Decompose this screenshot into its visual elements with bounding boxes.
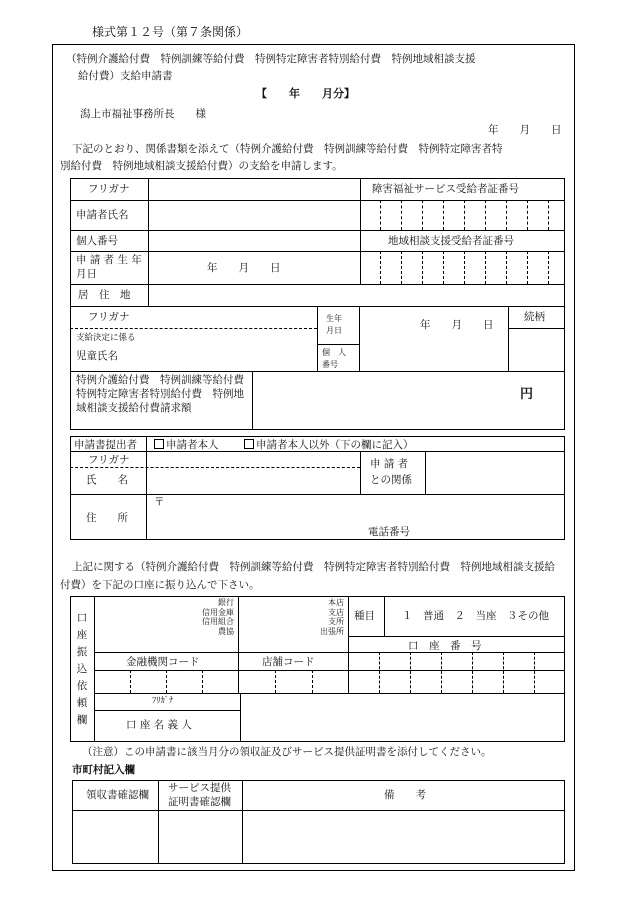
applicant-birth-label2: 月日 [76,268,97,280]
personal-number-field[interactable] [149,231,359,250]
applicant-name-label: 申請者氏名 [76,209,129,221]
submitter-relation-field[interactable] [426,452,564,493]
phone-label: 電話番号 [368,526,410,538]
institution-name-field[interactable] [95,597,155,651]
child-birth-date[interactable]: 年 月 日 [420,319,494,331]
account-holder-field[interactable] [241,694,564,741]
submitter-furigana-label: フリガナ [88,454,130,466]
bank-side-char: 依 [76,680,88,692]
branch-type: 出張所 [320,626,344,636]
branch-code-field[interactable] [239,671,347,692]
checkbox-icon [154,439,164,449]
form-title-line1: （特例介護給付費 特例訓練等給付費 特例特定障害者特別給付費 特例地域相談支援 [66,53,476,65]
child-pn-label1: 個 人 [322,348,346,357]
receipt-check-label: 領収書確認欄 [86,789,149,801]
institution-code-label: 金融機関コード [126,656,200,668]
postal-mark: 〒 [154,496,165,508]
branch-type: 支所 [328,617,344,627]
bank-side-char: 欄 [76,714,88,726]
bank-intro-line1: 上記に関する（特例介護給付費 特例訓練等給付費 特例特定障害者特別給付費 特例地域相談支援給 [72,561,555,573]
bank-side-label [70,610,94,729]
service-check-label1: サービス提供 [168,782,231,794]
consult-cert-number-label: 地域相談支援受給者証番号 [388,235,514,247]
intro-line2: 別給付費 特例地域相談支援給付費）の支給を申請します。 [60,160,343,172]
yen-label: 円 [520,387,534,402]
branch-code-label: 店舗コード [262,656,315,668]
submitter-address-field[interactable] [147,495,564,525]
bank-side-char: 口 [76,612,88,624]
address-label: 居 住 地 [78,289,131,301]
service-check-label2: 証明書確認欄 [168,796,231,808]
attachment-note: （注意）この申請書に該当月分の領収証及びサービス提供証明書を添付してください。 [82,746,492,758]
submitter-option-self-label: 申請者本人 [166,439,219,451]
child-name-field[interactable] [150,329,316,370]
form-title-line2: 給付費）支給申請書 [78,70,173,82]
institution-type: 銀行 [218,598,234,607]
bank-side-char: 頼 [76,697,88,709]
submitter-option-self[interactable] [154,439,219,451]
applicant-furigana-field[interactable] [149,179,359,199]
submitter-relation-label1: 申 請 者 [370,458,409,470]
personal-number-label: 個人番号 [76,235,118,247]
intro-line1: 下記のとおり、関係書類を添えて（特例介護給付費 特例訓練等給付費 特例特定障害者特 [72,143,503,155]
service-cert-number-label: 障害福祉サービス受給者証番号 [372,183,519,195]
applicant-birth-label: 申 請 者 生 年 [76,254,142,266]
account-number-label: 口 座 番 号 [408,640,482,652]
application-date: 年 月 日 [488,124,562,136]
holder-furigana-label: ﾌﾘｶﾞﾅ [152,696,174,706]
submitter-relation-label2: との関係 [370,474,412,486]
submitter-label: 申請書提出者 [74,439,137,451]
child-label1: 支給決定に係る [76,333,136,343]
submitter-name-label: 氏 名 [86,474,128,486]
account-kind-options[interactable]: １ 普通 ２ 当座 ３その他 [402,610,549,622]
institution-type: 信用金庫 [202,607,234,617]
branch-type: 本店 [328,598,344,607]
child-birth-label2: 月日 [326,326,342,335]
applicant-name-field[interactable] [149,201,359,229]
institution-type: 農協 [218,626,234,636]
claim-label-line3: 域相談支援給付費請求額 [76,402,192,414]
applicant-furigana-label: フリガナ [88,183,130,195]
child-furigana-label: フリガナ [88,311,130,323]
child-birth-label1: 生年 [326,314,342,323]
form-number: 様式第１２号（第７条関係） [92,25,249,39]
checkbox-icon [244,439,254,449]
branch-type: 支店 [328,607,344,617]
claim-label-line1: 特例介護給付費 特例訓練等給付費 [76,374,244,386]
claim-amount-field[interactable] [253,372,515,429]
child-label2: 児童氏名 [76,350,118,362]
account-holder-label: 口 座 名 義 人 [126,719,192,731]
bank-side-char: 振 [76,646,88,658]
child-personal-number-field[interactable] [360,345,507,370]
submitter-option-other[interactable] [244,439,414,451]
institution-code-field[interactable] [95,671,237,692]
bank-side-char: 込 [76,663,88,675]
account-kind-label: 種目 [354,610,375,622]
municipal-section-title: 市町村記入欄 [72,764,135,776]
remarks-label: 備 考 [384,789,426,801]
submitter-address-label: 住 所 [86,512,128,524]
period-label: 【 年 月分】 [256,87,355,100]
child-pn-label2: 番号 [322,360,338,369]
branch-types [296,598,344,636]
claim-label-line2: 特例特定障害者特別給付費 特例地 [76,388,244,400]
bank-intro-line2: 付費）を下記の口座に振り込んで下さい。 [60,579,260,591]
institution-type: 信用組合 [202,617,234,627]
bank-side-char: 座 [76,629,88,641]
account-number-field[interactable] [349,653,564,692]
submitter-name-field[interactable] [147,468,359,493]
relation-label: 続柄 [524,311,545,323]
institution-types [150,598,234,636]
branch-name-field[interactable] [239,597,299,651]
address-field[interactable] [149,285,564,305]
recipient: 潟上市福祉事務所長 様 [80,108,206,120]
applicant-birth-date[interactable]: 年 月 日 [207,262,281,274]
relation-field[interactable] [509,329,564,370]
submitter-option-other-label: 申請者本人以外（下の欄に記入） [256,439,414,451]
